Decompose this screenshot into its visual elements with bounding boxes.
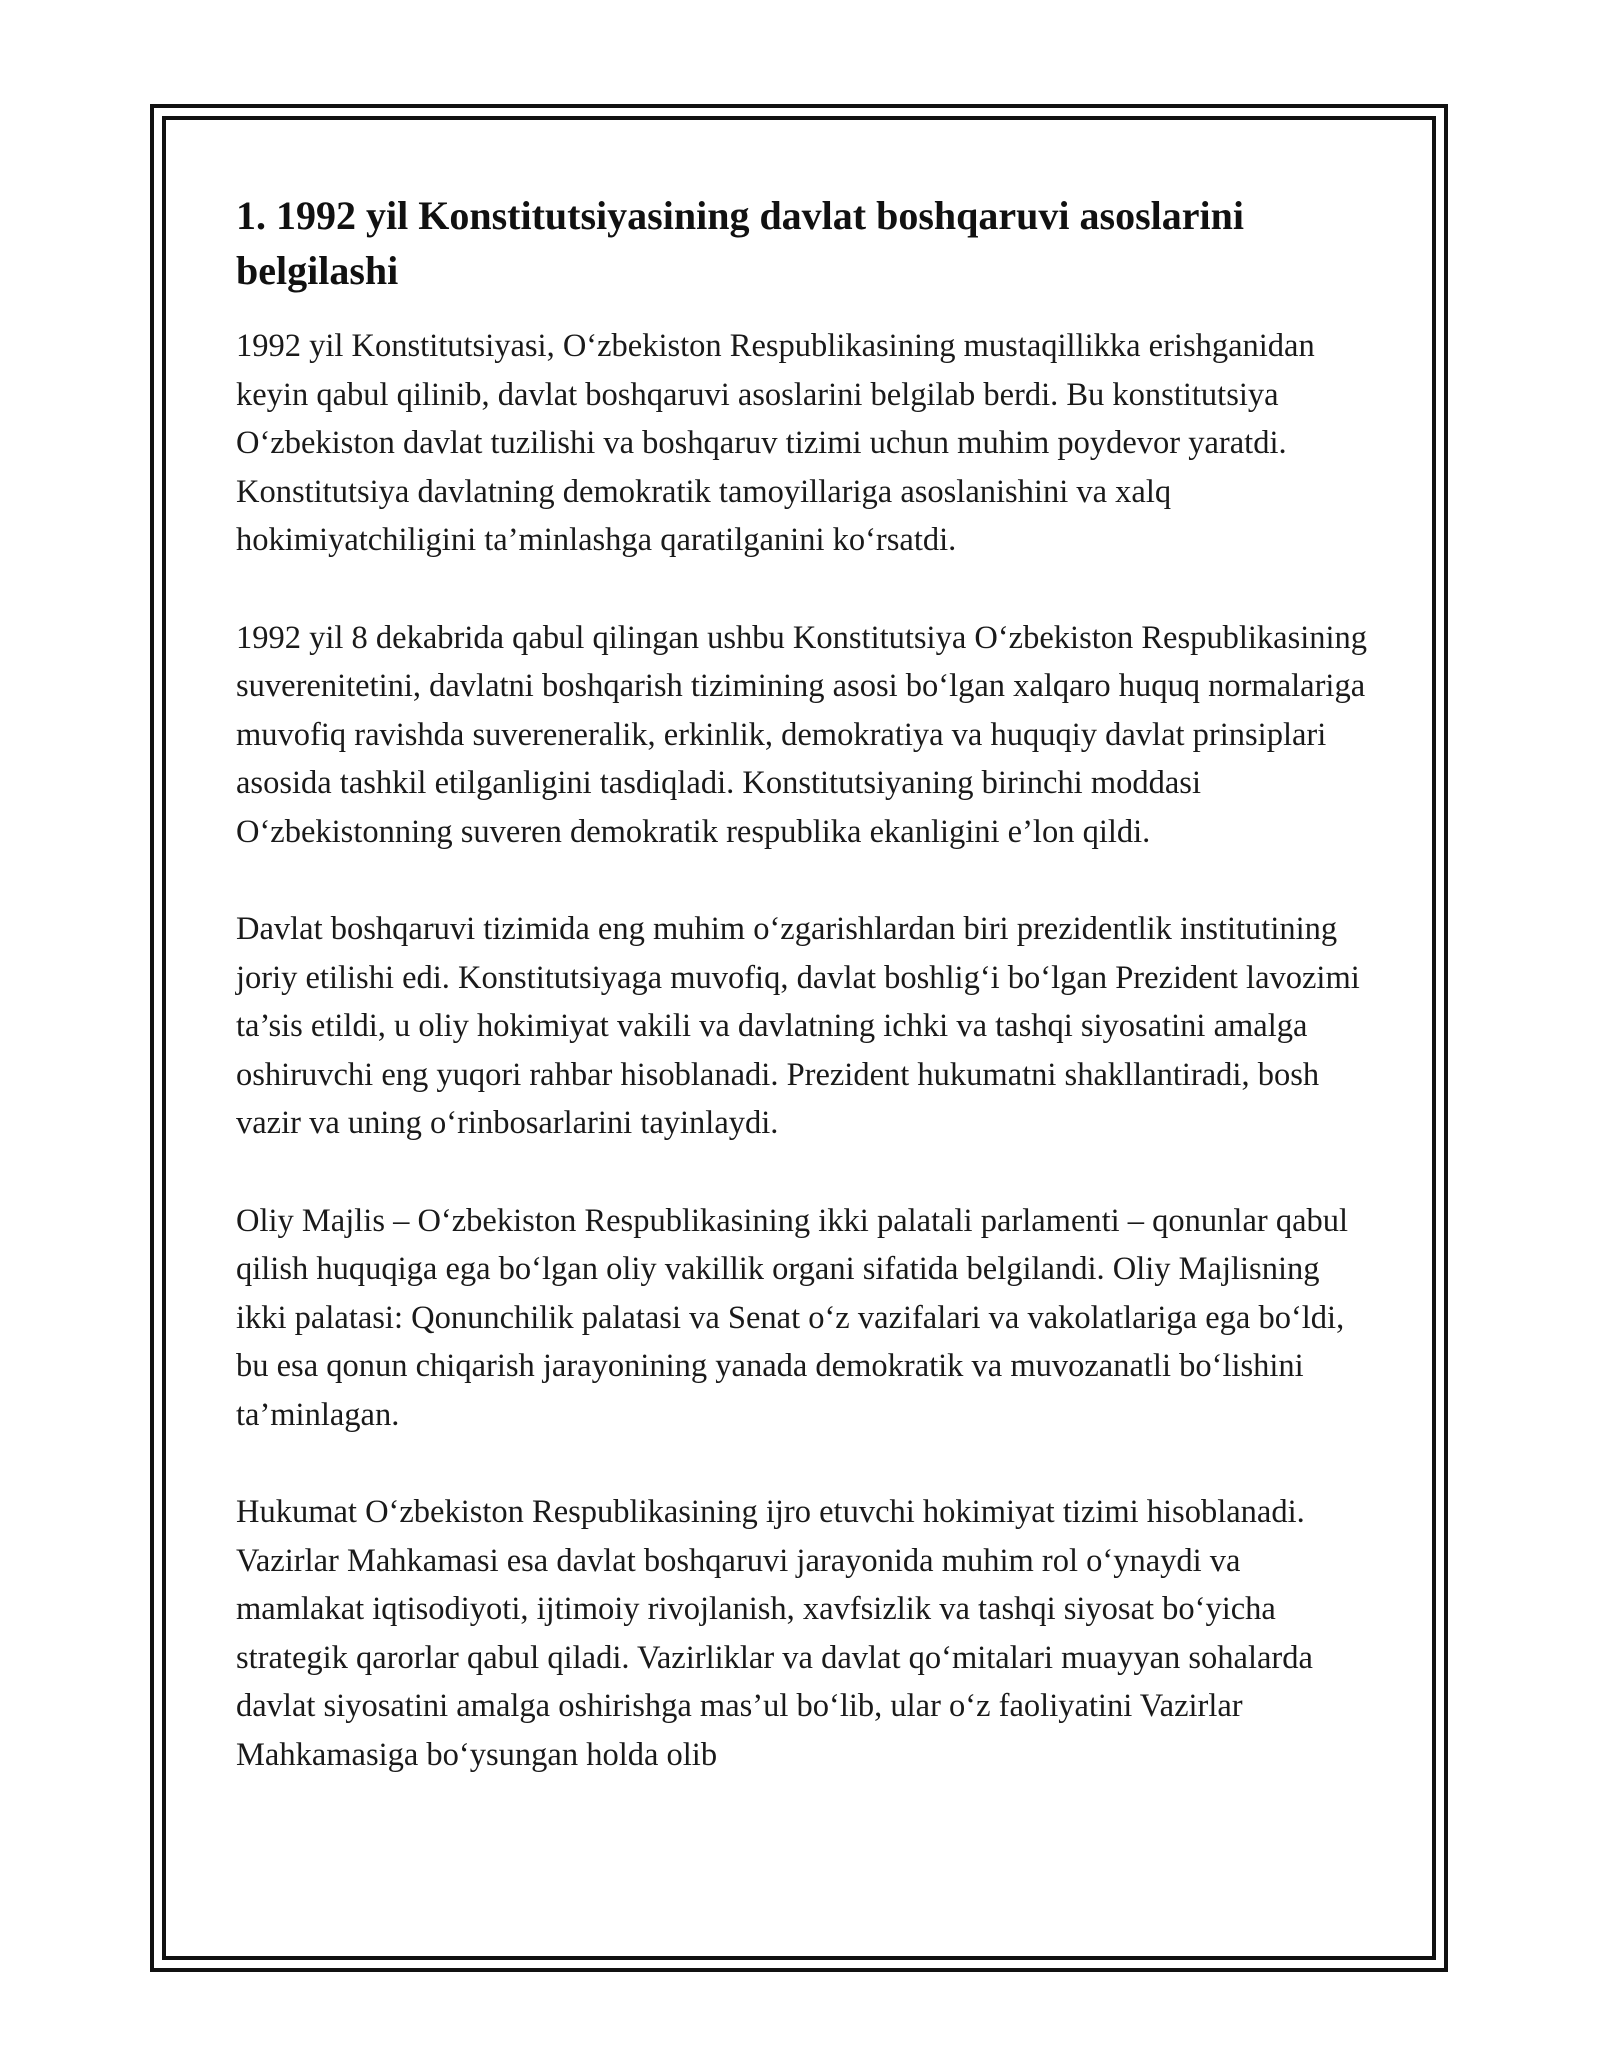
- document-content: [236, 188, 1376, 1828]
- section-heading: 1. 1992 yil Konstitutsiyasining davlat boshqaruvi asoslarini belgilashi: [236, 193, 1245, 293]
- paragraph-2: 1992 yil 8 dekabrida qabul qilingan ushbu Konstitutsiya O‘zbekiston Respublikasining suverenitetini, davlatni boshqarish tizimining asosi bo‘lgan xalqaro huquq normalariga muvofiq ravishda suvereneralik, erkinlik, demokratiya va huquqiy davlat prinsiplari asosida tashkil etilganligini tasdiqladi. Konstitutsiyaning birinchi moddasi O‘zbekistonning suveren demokratik respublika ekanligini e’lon qildi.: [236, 619, 1368, 850]
- paragraph-4: Oliy Majlis – O‘zbekiston Respublikasining ikki palatali parlamenti – qonunlar qabul qilish huquqiga ega bo‘lgan oliy vakillik organi sifatida belgilandi. Oliy Majlisning ikki palatasi: Qonunchilik palatasi va Senat o‘z vazifalari va vakolatlariga ega bo‘ldi, bu esa qonun chiqarish jarayonining yanada demokratik va muvozanatli bo‘lishini ta’minlagan.: [236, 1202, 1349, 1433]
- paragraph-3: Davlat boshqaruvi tizimida eng muhim o‘zgarishlardan biri prezidentlik institutining joriy etilishi edi. Konstitutsiyaga muvofiq, davlat boshlig‘i bo‘lgan Prezident lavozimi ta’sis etildi, u oliy hokimiyat vakili va davlatning ichki va tashqi siyosatini amalga oshiruvchi eng yuqori rahbar hisoblanadi. Prezident hukumatni shakllantiradi, bosh vazir va uning o‘rinbosarlarini tayinlaydi.: [236, 911, 1360, 1141]
- paragraph-1: 1992 yil Konstitutsiyasi, O‘zbekiston Respublikasining mustaqillikka erishganidan keyin qabul qilinib, davlat boshqaruvi asoslarini belgilab berdi. Bu konstitutsiya O‘zbekiston davlat tuzilishi va boshqaruv tizimi uchun muhim poydevor yaratdi. Konstitutsiya davlatning demokratik tamoyillariga asoslanishini va xalq hokimiyatchiligini ta’minlashga qaratilganini ko‘rsatdi.: [236, 328, 1315, 558]
- paragraph-5: Hukumat O‘zbekiston Respublikasining ijro etuvchi hokimiyat tizimi hisoblanadi. Vazirlar Mahkamasi esa davlat boshqaruvi jarayonida muhim rol o‘ynaydi va mamlakat iqtisodiyoti, ijtimoiy rivojlanish, xavfsizlik va tashqi siyosat bo‘yicha strategik qarorlar qabul qiladi. Vazirliklar va davlat qo‘mitalari muayyan sohalarda davlat siyosatini amalga oshirishga mas’ul bo‘lib, ular o‘z faoliyatini Vazirlar Mahkamasiga bo‘ysungan holda olib: [236, 1494, 1313, 1773]
